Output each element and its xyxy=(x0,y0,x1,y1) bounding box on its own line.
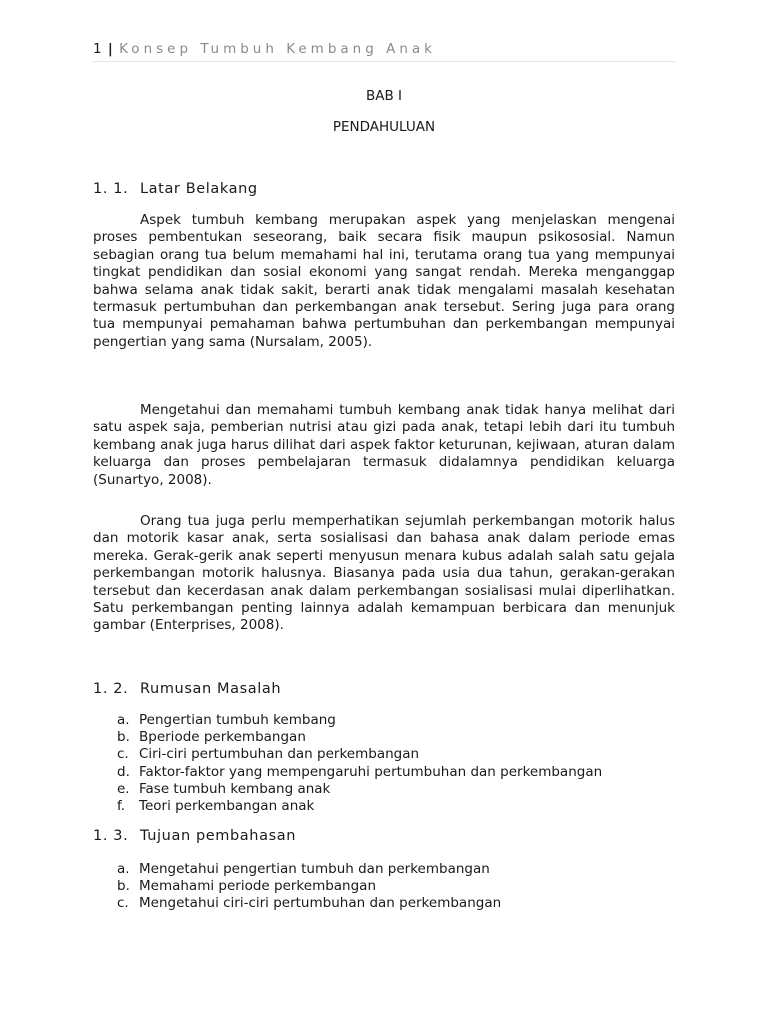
list-item xyxy=(117,878,501,895)
list-item-text: Pengertian tumbuh kembang xyxy=(139,712,336,728)
list-marker: e. xyxy=(117,780,130,797)
list-item xyxy=(117,712,602,729)
list-item-text: Bperiode perkembangan xyxy=(139,729,306,746)
section-title: Tujuan pembahasan xyxy=(140,828,296,844)
list-item-text: Faktor-faktor yang mempengaruhi pertumbuhan dan perkembangan xyxy=(139,763,603,780)
section-title: Latar Belakang xyxy=(140,181,258,197)
list-item-text: Teori perkembangan anak xyxy=(139,798,315,815)
list-item xyxy=(117,861,501,878)
section-heading-tujuan-pembahasan xyxy=(93,828,296,844)
list-item xyxy=(117,764,602,781)
list-marker: f. xyxy=(117,798,126,815)
list-marker: c. xyxy=(117,746,129,763)
list-item-text: Mengetahui pengertian tumbuh dan perkembangan xyxy=(139,861,490,877)
list-marker: d. xyxy=(117,763,130,780)
section-heading-rumusan-masalah xyxy=(93,681,281,697)
section-number: 1. 3. xyxy=(93,828,129,844)
paragraph-1: Aspek tumbuh kembang merupakan aspek yang menjelaskan mengenai proses pembentukan seseorang, baik secara fisik maupun psikososial. Namun sebagian orang tua belum memahami hal ini, terutama orang tua yang mempunyai tingkat pendidikan dan sosial ekonomi yang sangat rendah. Mereka menganggap bahwa selama anak tidak sakit, berarti anak tidak mengalami masalah kesehatan termasuk pertumbuhan dan perkembangan anak tersebut. Sering juga para orang tua mempunyai pemahaman bahwa pertumbuhan dan perkembangan mempunyai pengertian yang sama (Nursalam, 2005). xyxy=(93,212,675,350)
paragraph-3: Orang tua juga perlu memperhatikan sejumlah perkembangan motorik halus dan motorik kasar anak, serta sosialisasi dan bahasa anak dalam periode emas mereka. Gerak-gerik anak seperti menyusun menara kubus adalah salah satu gejala perkembangan motorik halusnya. Biasanya pada usia dua tahun, gerakan-gerakan tersebut dan kecerdasan anak dalam perkembangan sosialisasi mulai diperlihatkan. Satu perkembangan penting lainnya adalah kemampuan berbicara dan menunjuk gambar (Enterprises, 2008). xyxy=(93,513,675,634)
list-marker: b. xyxy=(117,878,130,895)
list-item xyxy=(117,798,602,815)
list-item xyxy=(117,781,602,798)
section-heading-latar-belakang xyxy=(93,181,258,197)
list-marker: a. xyxy=(117,861,130,877)
list-item-text: Ciri-ciri pertumbuhan dan perkembangan xyxy=(139,746,420,763)
header-separator: | xyxy=(107,41,113,57)
section-number: 1. 2. xyxy=(93,681,129,697)
chapter-number: BAB I xyxy=(365,88,403,104)
page-number: 1 xyxy=(93,41,102,57)
paragraph-2: Mengetahui dan memahami tumbuh kembang anak tidak hanya melihat dari satu aspek saja, pemberian nutrisi atau gizi pada anak, tetapi lebih dari itu tumbuh kembang anak juga harus dilihat dari aspek faktor keturunan, kejiwaan, aturan dalam keluarga dan proses pembelajaran termasuk didalamnya pendidikan keluarga (Sunartyo, 2008). xyxy=(93,402,675,488)
page-header xyxy=(93,41,675,62)
list-item xyxy=(117,895,501,912)
list-item-text: Memahami periode perkembangan xyxy=(139,878,377,895)
list-marker: c. xyxy=(117,895,129,912)
section-title: Rumusan Masalah xyxy=(140,681,282,697)
list-item xyxy=(117,746,602,763)
list-item xyxy=(117,729,602,746)
chapter-title: PENDAHULUAN xyxy=(332,119,436,135)
header-title: Konsep Tumbuh Kembang Anak xyxy=(119,41,436,57)
list-marker: a. xyxy=(117,712,130,728)
section-number: 1. 1. xyxy=(93,181,129,197)
list-item-text: Mengetahui ciri-ciri pertumbuhan dan perkembangan xyxy=(139,895,502,912)
rumusan-masalah-list xyxy=(117,712,602,815)
list-marker: b. xyxy=(117,729,130,746)
tujuan-pembahasan-list xyxy=(117,861,501,913)
list-item-text: Fase tumbuh kembang anak xyxy=(139,780,331,797)
